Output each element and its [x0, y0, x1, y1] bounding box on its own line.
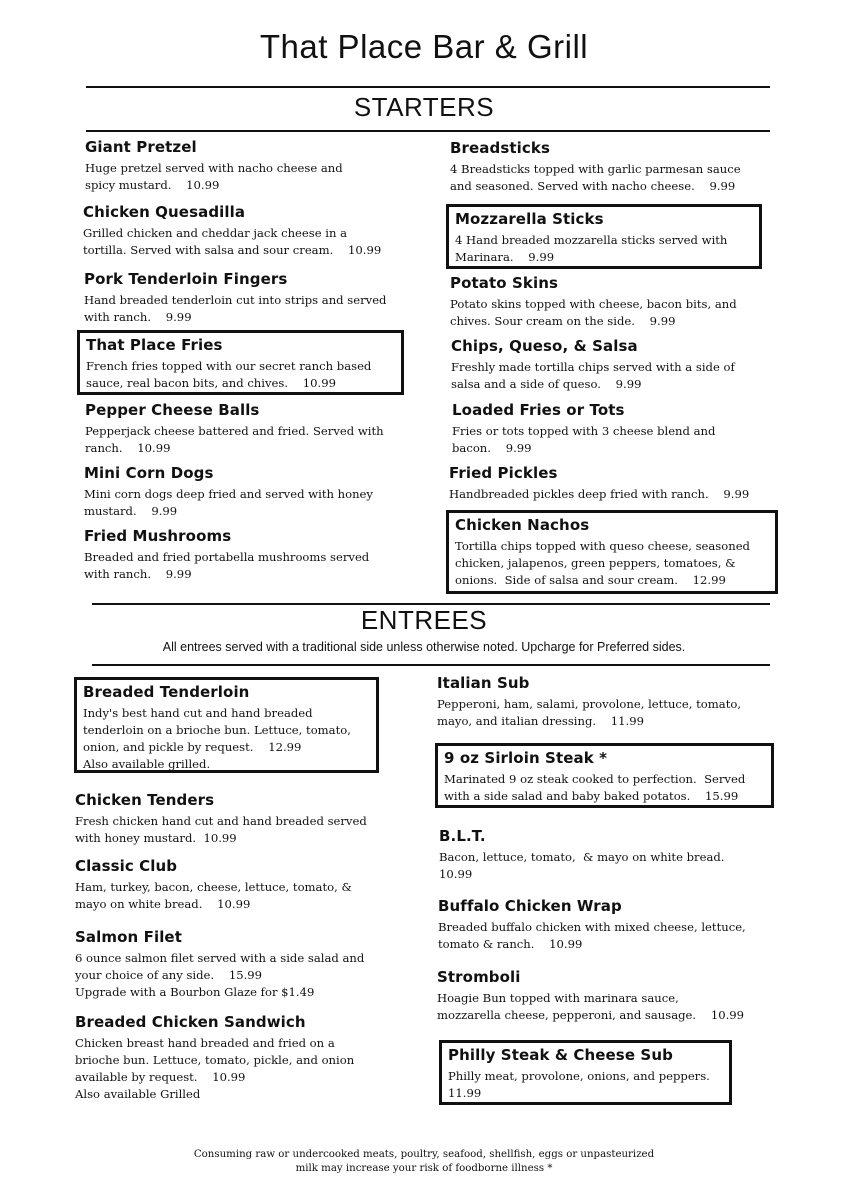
item-desc: bacon. 9.99: [452, 441, 532, 455]
item-desc: 6 ounce salmon filet served with a side salad and: [75, 951, 365, 965]
item-desc: Mini corn dogs deep fried and served with honey: [84, 487, 373, 501]
divider: [86, 130, 770, 132]
item-desc: chicken, jalapenos, green peppers, tomatoes, &: [455, 556, 736, 570]
menu-item-salmon-filet: [75, 928, 415, 1001]
menu-item-pepper-cheese-balls: [85, 401, 425, 457]
item-desc: with ranch. 9.99: [84, 310, 192, 324]
menu-item-fried-mushrooms: [84, 527, 424, 583]
item-name: Stromboli: [437, 968, 521, 986]
item-name: Giant Pretzel: [85, 138, 197, 156]
item-desc: Indy's best hand cut and hand breaded: [83, 706, 313, 720]
item-name: Breadsticks: [450, 139, 550, 157]
item-desc: spicy mustard. 10.99: [85, 178, 220, 192]
menu-item-chicken-nachos: [446, 510, 778, 594]
item-name: B.L.T.: [439, 827, 486, 845]
item-desc: Chicken breast hand breaded and fried on a: [75, 1036, 335, 1050]
item-name: That Place Fries: [86, 336, 223, 354]
item-desc: brioche bun. Lettuce, tomato, pickle, and onion: [75, 1053, 355, 1067]
item-desc: chives. Sour cream on the side. 9.99: [450, 314, 676, 328]
menu-item-italian-sub: [437, 674, 787, 730]
divider: [92, 664, 770, 666]
menu-item-blt: [439, 827, 779, 883]
item-name: Classic Club: [75, 857, 178, 875]
item-desc: Tortilla chips topped with queso cheese, seasoned: [455, 539, 750, 553]
item-name: Buffalo Chicken Wrap: [438, 897, 622, 915]
item-desc: Fresh chicken hand cut and hand breaded served: [75, 814, 367, 828]
item-desc: Breaded buffalo chicken with mixed cheese, lettuce,: [438, 920, 746, 934]
item-desc: Pepperoni, ham, salami, provolone, lettuce, tomato,: [437, 697, 742, 711]
restaurant-title: That Place Bar & Grill: [259, 28, 589, 65]
item-desc: 4 Breadsticks topped with garlic parmesan sauce: [450, 162, 741, 176]
item-name: Mozzarella Sticks: [455, 210, 604, 228]
item-name: Chips, Queso, & Salsa: [451, 337, 638, 355]
item-name: Italian Sub: [437, 674, 530, 692]
item-desc: available by request. 10.99: [75, 1070, 246, 1084]
menu-item-breadsticks: [450, 139, 790, 195]
entrees-heading: ENTREES: [360, 605, 488, 635]
disclaimer-line: milk may increase your risk of foodborne illness *: [295, 1163, 553, 1174]
item-desc: Marinated 9 oz steak cooked to perfection. Served: [444, 772, 746, 786]
menu-item-breaded-tenderloin: [74, 677, 379, 773]
item-desc: Marinara. 9.99: [455, 250, 555, 264]
item-desc: tortilla. Served with salsa and sour cream. 10.99: [83, 243, 382, 257]
item-desc: 10.99: [439, 867, 473, 881]
item-desc: and seasoned. Served with nacho cheese. 9.99: [450, 179, 736, 193]
item-name: Fried Pickles: [449, 464, 558, 482]
disclaimer-line: Consuming raw or undercooked meats, poultry, seafood, shellfish, eggs or unpasteurized: [193, 1149, 655, 1160]
menu-item-giant-pretzel: [85, 138, 425, 194]
item-desc: tomato & ranch. 10.99: [438, 937, 583, 951]
item-desc: onions. Side of salsa and sour cream. 12.99: [455, 573, 726, 587]
item-desc: sauce, real bacon bits, and chives. 10.99: [86, 376, 336, 390]
item-name: Philly Steak & Cheese Sub: [448, 1046, 673, 1064]
item-name: Breaded Tenderloin: [83, 683, 250, 701]
menu-item-philly-steak-cheese-sub: [439, 1040, 732, 1105]
item-desc: Fries or tots topped with 3 cheese blend and: [452, 424, 716, 438]
menu-item-stromboli: [437, 968, 782, 1024]
item-desc: salsa and a side of queso. 9.99: [451, 377, 642, 391]
divider: [86, 86, 770, 88]
item-desc: Also available Grilled: [75, 1087, 201, 1101]
menu-item-buffalo-chicken-wrap: [438, 897, 783, 953]
food-safety-disclaimer: [0, 1148, 848, 1176]
item-name: Loaded Fries or Tots: [452, 401, 625, 419]
item-name: Salmon Filet: [75, 928, 182, 946]
menu-item-chicken-tenders: [75, 791, 415, 847]
item-name: Chicken Quesadilla: [83, 203, 246, 221]
item-desc: mayo on white bread. 10.99: [75, 897, 251, 911]
item-desc: Grilled chicken and cheddar jack cheese in a: [83, 226, 348, 240]
starters-heading: STARTERS: [353, 92, 495, 122]
item-desc: Hand breaded tenderloin cut into strips and served: [84, 293, 387, 307]
menu-item-breaded-chicken-sandwich: [75, 1013, 415, 1103]
item-name: Pork Tenderloin Fingers: [84, 270, 288, 288]
item-name: Breaded Chicken Sandwich: [75, 1013, 306, 1031]
item-name: Mini Corn Dogs: [84, 464, 214, 482]
item-desc: with ranch. 9.99: [84, 567, 192, 581]
item-desc: Ham, turkey, bacon, cheese, lettuce, tomato, &: [75, 880, 352, 894]
entrees-note: All entrees served with a traditional side unless otherwise noted. Upcharge for Preferred sides.: [162, 640, 686, 654]
item-desc: tenderloin on a brioche bun. Lettuce, tomato,: [83, 723, 351, 737]
item-desc: Freshly made tortilla chips served with a side of: [451, 360, 735, 374]
item-desc: 11.99: [448, 1086, 482, 1100]
item-desc: mustard. 9.99: [84, 504, 178, 518]
item-desc: Hoagie Bun topped with marinara sauce,: [437, 991, 679, 1005]
item-name: Chicken Tenders: [75, 791, 215, 809]
item-desc: Handbreaded pickles deep fried with ranch. 9.99: [449, 487, 750, 501]
menu-item-fried-pickles: [449, 464, 794, 503]
item-desc: Also available grilled.: [83, 757, 211, 771]
menu-item-that-place-fries: [77, 330, 404, 395]
item-desc: Potato skins topped with cheese, bacon bits, and: [450, 297, 737, 311]
item-desc: mozzarella cheese, pepperoni, and sausage. 10.99: [437, 1008, 745, 1022]
item-desc: Breaded and fried portabella mushrooms served: [84, 550, 370, 564]
menu-item-chips-queso-salsa: [451, 337, 791, 393]
item-name: Chicken Nachos: [455, 516, 590, 534]
item-desc: Huge pretzel served with nacho cheese and: [85, 161, 343, 175]
menu-item-loaded-fries-or-tots: [452, 401, 792, 457]
menu-item-potato-skins: [450, 274, 790, 330]
menu-item-classic-club: [75, 857, 415, 913]
menu-item-mini-corn-dogs: [84, 464, 424, 520]
item-name: 9 oz Sirloin Steak *: [444, 749, 608, 767]
item-desc: Bacon, lettuce, tomato, & mayo on white bread.: [439, 850, 725, 864]
item-desc: 4 Hand breaded mozzarella sticks served with: [455, 233, 728, 247]
item-desc: Pepperjack cheese battered and fried. Served with: [85, 424, 384, 438]
menu-item-pork-tenderloin-fingers: [84, 270, 424, 326]
item-desc: onion, and pickle by request. 12.99: [83, 740, 302, 754]
item-desc: with honey mustard. 10.99: [75, 831, 237, 845]
item-name: Potato Skins: [450, 274, 559, 292]
item-desc: ranch. 10.99: [85, 441, 171, 455]
item-desc: Upgrade with a Bourbon Glaze for $1.49: [75, 985, 315, 999]
menu-item-sirloin-steak: [435, 743, 774, 808]
menu-item-chicken-quesadilla: [83, 203, 423, 259]
item-name: Pepper Cheese Balls: [85, 401, 260, 419]
item-name: Fried Mushrooms: [84, 527, 232, 545]
item-desc: mayo, and italian dressing. 11.99: [437, 714, 644, 728]
item-desc: Philly meat, provolone, onions, and peppers.: [448, 1069, 710, 1083]
item-desc: your choice of any side. 15.99: [75, 968, 263, 982]
item-desc: French fries topped with our secret ranch based: [86, 359, 372, 373]
menu-item-mozzarella-sticks: [446, 204, 762, 269]
item-desc: with a side salad and baby baked potatos. 15.99: [444, 789, 739, 803]
